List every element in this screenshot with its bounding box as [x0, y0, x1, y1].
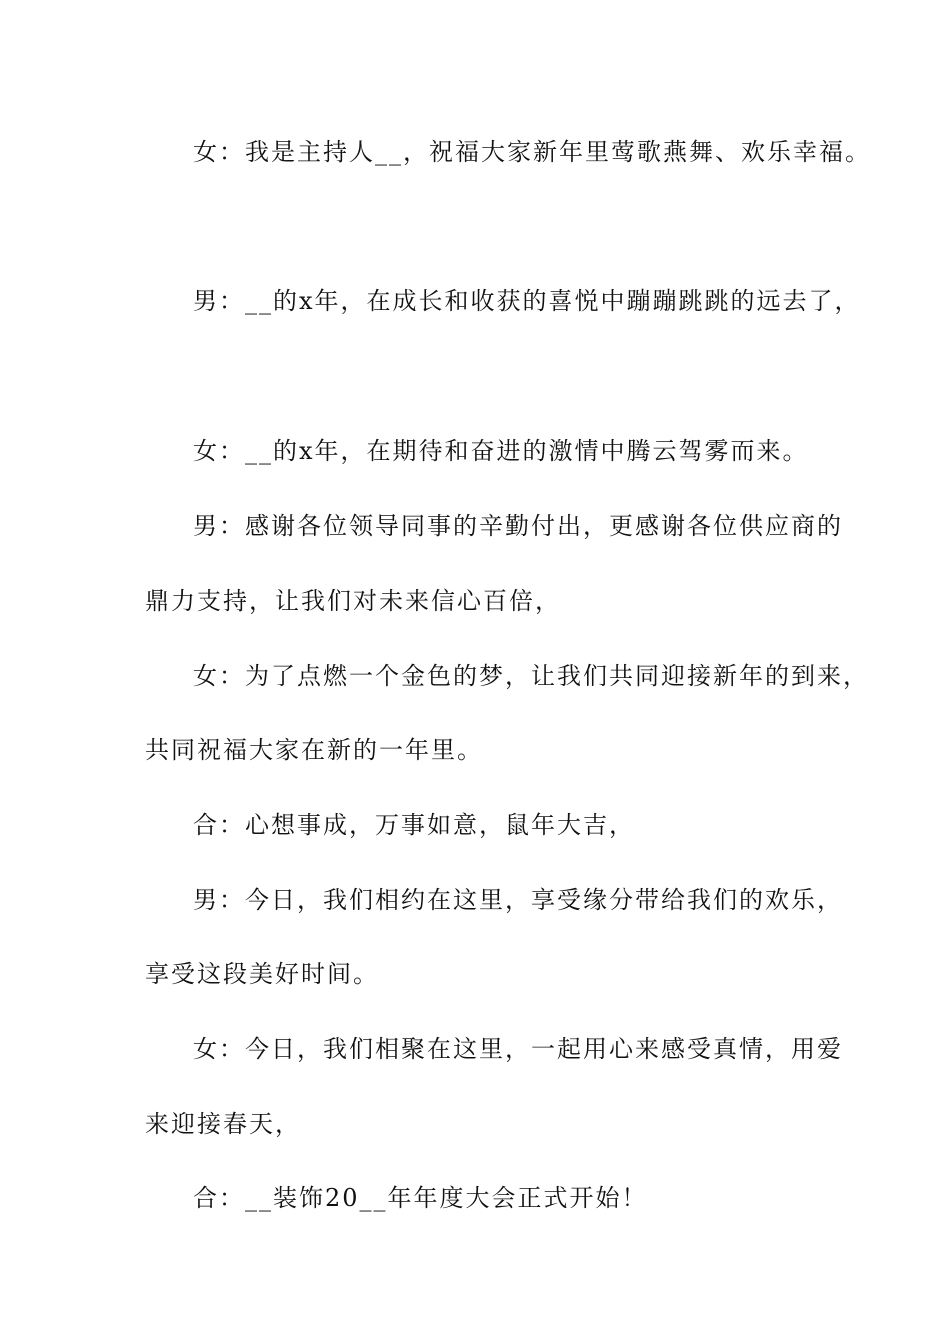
paragraph-female-1: 女：我是主持人__，祝福大家新年里莺歌燕舞、欢乐幸福。 [193, 138, 871, 166]
paragraph-together-2: 合：__装饰20__年年度大会正式开始！ [193, 1184, 648, 1212]
paragraph-male-1: 男：__的x年，在成长和收获的喜悦中蹦蹦跳跳的远去了， [193, 287, 861, 315]
paragraph-female-3-line-1: 女：为了点燃一个金色的梦，让我们共同迎接新年的到来， [193, 662, 869, 690]
paragraph-female-4-line-2: 来迎接春天， [145, 1110, 301, 1138]
paragraph-together-1: 合：心想事成，万事如意，鼠年大吉， [193, 811, 635, 839]
paragraph-male-2-line-2: 鼎力支持，让我们对未来信心百倍， [145, 587, 561, 615]
paragraph-male-3-line-2: 享受这段美好时间。 [145, 960, 379, 988]
paragraph-female-3-line-2: 共同祝福大家在新的一年里。 [145, 736, 483, 764]
paragraph-female-2: 女：__的x年，在期待和奋进的激情中腾云驾雾而来。 [193, 437, 809, 465]
paragraph-male-2-line-1: 男：感谢各位领导同事的辛勤付出，更感谢各位供应商的 [193, 512, 843, 540]
paragraph-female-4-line-1: 女：今日，我们相聚在这里，一起用心来感受真情，用爱 [193, 1035, 843, 1063]
paragraph-male-3-line-1: 男：今日，我们相约在这里，享受缘分带给我们的欢乐， [193, 886, 843, 914]
